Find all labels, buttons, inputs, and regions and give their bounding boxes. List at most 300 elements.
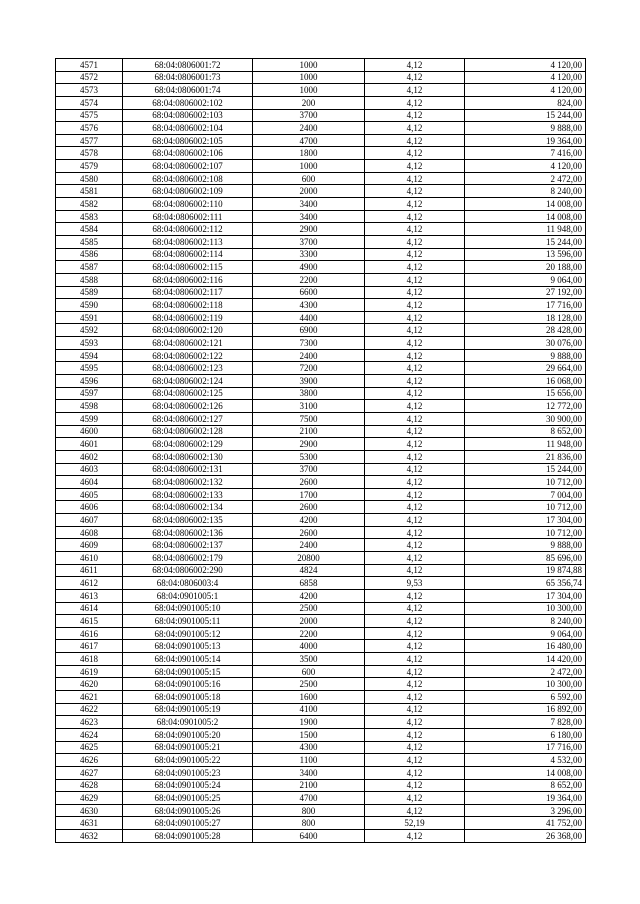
rate-cell: 4,12 bbox=[365, 273, 465, 286]
area-cell: 4200 bbox=[253, 589, 365, 602]
table-row bbox=[56, 589, 586, 602]
area-cell: 4700 bbox=[253, 134, 365, 147]
table-row bbox=[56, 640, 586, 653]
table-row bbox=[56, 286, 586, 299]
row-number-cell: 4594 bbox=[56, 349, 123, 362]
area-cell: 5300 bbox=[253, 450, 365, 463]
cadastral-number-cell: 68:04:0901005:28 bbox=[123, 830, 253, 843]
table-row bbox=[56, 109, 586, 122]
amount-cell: 10 712,00 bbox=[465, 526, 586, 539]
amount-cell: 14 420,00 bbox=[465, 653, 586, 666]
table-row bbox=[56, 375, 586, 388]
area-cell: 7200 bbox=[253, 362, 365, 375]
row-number-cell: 4578 bbox=[56, 147, 123, 160]
cadastral-number-cell: 68:04:0806002:118 bbox=[123, 299, 253, 312]
table-row bbox=[56, 96, 586, 109]
amount-cell: 30 900,00 bbox=[465, 412, 586, 425]
area-cell: 2200 bbox=[253, 627, 365, 640]
row-number-cell: 4611 bbox=[56, 564, 123, 577]
cadastral-number-cell: 68:04:0901005:20 bbox=[123, 728, 253, 741]
area-cell: 2400 bbox=[253, 349, 365, 362]
rate-cell: 4,12 bbox=[365, 223, 465, 236]
table-row bbox=[56, 577, 586, 590]
row-number-cell: 4593 bbox=[56, 337, 123, 350]
row-number-cell: 4630 bbox=[56, 804, 123, 817]
area-cell: 2600 bbox=[253, 476, 365, 489]
table-row bbox=[56, 450, 586, 463]
area-cell: 6400 bbox=[253, 830, 365, 843]
table-row bbox=[56, 526, 586, 539]
table-row bbox=[56, 172, 586, 185]
row-number-cell: 4632 bbox=[56, 830, 123, 843]
table-row bbox=[56, 425, 586, 438]
table-row bbox=[56, 551, 586, 564]
area-cell: 4200 bbox=[253, 514, 365, 527]
area-cell: 7300 bbox=[253, 337, 365, 350]
cadastral-number-cell: 68:04:0806002:105 bbox=[123, 134, 253, 147]
cadastral-number-cell: 68:04:0806002:117 bbox=[123, 286, 253, 299]
amount-cell: 9 888,00 bbox=[465, 122, 586, 135]
amount-cell: 28 428,00 bbox=[465, 324, 586, 337]
table-row bbox=[56, 438, 586, 451]
cadastral-number-cell: 68:04:0901005:11 bbox=[123, 615, 253, 628]
area-cell: 600 bbox=[253, 665, 365, 678]
cadastral-number-cell: 68:04:0806001:73 bbox=[123, 71, 253, 84]
rate-cell: 4,12 bbox=[365, 387, 465, 400]
rate-cell: 4,12 bbox=[365, 779, 465, 792]
rate-cell: 9,53 bbox=[365, 577, 465, 590]
amount-cell: 11 948,00 bbox=[465, 223, 586, 236]
table-row bbox=[56, 412, 586, 425]
table-row bbox=[56, 324, 586, 337]
area-cell: 4300 bbox=[253, 299, 365, 312]
area-cell: 4400 bbox=[253, 311, 365, 324]
area-cell: 3800 bbox=[253, 387, 365, 400]
row-number-cell: 4616 bbox=[56, 627, 123, 640]
cadastral-number-cell: 68:04:0806002:133 bbox=[123, 488, 253, 501]
area-cell: 1700 bbox=[253, 488, 365, 501]
cadastral-number-cell: 68:04:0806002:136 bbox=[123, 526, 253, 539]
rate-cell: 4,12 bbox=[365, 615, 465, 628]
row-number-cell: 4621 bbox=[56, 691, 123, 704]
row-number-cell: 4605 bbox=[56, 488, 123, 501]
row-number-cell: 4572 bbox=[56, 71, 123, 84]
row-number-cell: 4595 bbox=[56, 362, 123, 375]
row-number-cell: 4596 bbox=[56, 375, 123, 388]
cadastral-number-cell: 68:04:0806002:103 bbox=[123, 109, 253, 122]
area-cell: 6600 bbox=[253, 286, 365, 299]
row-number-cell: 4601 bbox=[56, 438, 123, 451]
amount-cell: 14 008,00 bbox=[465, 766, 586, 779]
cadastral-number-cell: 68:04:0901005:14 bbox=[123, 653, 253, 666]
cadastral-number-cell: 68:04:0806002:114 bbox=[123, 248, 253, 261]
cadastral-number-cell: 68:04:0806002:107 bbox=[123, 160, 253, 173]
land-plot-table bbox=[55, 58, 586, 843]
cadastral-number-cell: 68:04:0901005:23 bbox=[123, 766, 253, 779]
rate-cell: 4,12 bbox=[365, 337, 465, 350]
rate-cell: 4,12 bbox=[365, 299, 465, 312]
table-row bbox=[56, 337, 586, 350]
table-body bbox=[56, 59, 586, 843]
rate-cell: 4,12 bbox=[365, 716, 465, 729]
amount-cell: 10 300,00 bbox=[465, 678, 586, 691]
cadastral-number-cell: 68:04:0806002:111 bbox=[123, 210, 253, 223]
rate-cell: 4,12 bbox=[365, 754, 465, 767]
rate-cell: 4,12 bbox=[365, 640, 465, 653]
row-number-cell: 4607 bbox=[56, 514, 123, 527]
cadastral-number-cell: 68:04:0806002:132 bbox=[123, 476, 253, 489]
amount-cell: 7 004,00 bbox=[465, 488, 586, 501]
amount-cell: 6 180,00 bbox=[465, 728, 586, 741]
area-cell: 1000 bbox=[253, 59, 365, 72]
cadastral-number-cell: 68:04:0806002:129 bbox=[123, 438, 253, 451]
area-cell: 2500 bbox=[253, 678, 365, 691]
area-cell: 3700 bbox=[253, 235, 365, 248]
amount-cell: 17 716,00 bbox=[465, 741, 586, 754]
row-number-cell: 4582 bbox=[56, 198, 123, 211]
rate-cell: 4,12 bbox=[365, 109, 465, 122]
row-number-cell: 4588 bbox=[56, 273, 123, 286]
rate-cell: 4,12 bbox=[365, 627, 465, 640]
row-number-cell: 4599 bbox=[56, 412, 123, 425]
table-row bbox=[56, 362, 586, 375]
area-cell: 1100 bbox=[253, 754, 365, 767]
amount-cell: 85 696,00 bbox=[465, 551, 586, 564]
area-cell: 2000 bbox=[253, 185, 365, 198]
cadastral-number-cell: 68:04:0806002:108 bbox=[123, 172, 253, 185]
row-number-cell: 4631 bbox=[56, 817, 123, 830]
cadastral-number-cell: 68:04:0901005:13 bbox=[123, 640, 253, 653]
table-row bbox=[56, 627, 586, 640]
table-row bbox=[56, 792, 586, 805]
amount-cell: 18 128,00 bbox=[465, 311, 586, 324]
rate-cell: 4,12 bbox=[365, 514, 465, 527]
rate-cell: 4,12 bbox=[365, 792, 465, 805]
amount-cell: 20 188,00 bbox=[465, 261, 586, 274]
cadastral-number-cell: 68:04:0806001:72 bbox=[123, 59, 253, 72]
cadastral-number-cell: 68:04:0901005:26 bbox=[123, 804, 253, 817]
amount-cell: 10 300,00 bbox=[465, 602, 586, 615]
cadastral-number-cell: 68:04:0806002:113 bbox=[123, 235, 253, 248]
area-cell: 3900 bbox=[253, 375, 365, 388]
amount-cell: 4 120,00 bbox=[465, 71, 586, 84]
amount-cell: 21 836,00 bbox=[465, 450, 586, 463]
rate-cell: 4,12 bbox=[365, 539, 465, 552]
table-row bbox=[56, 122, 586, 135]
cadastral-number-cell: 68:04:0806002:137 bbox=[123, 539, 253, 552]
table-row bbox=[56, 501, 586, 514]
table-row bbox=[56, 615, 586, 628]
row-number-cell: 4609 bbox=[56, 539, 123, 552]
amount-cell: 2 472,00 bbox=[465, 665, 586, 678]
area-cell: 3700 bbox=[253, 109, 365, 122]
row-number-cell: 4592 bbox=[56, 324, 123, 337]
area-cell: 800 bbox=[253, 804, 365, 817]
row-number-cell: 4586 bbox=[56, 248, 123, 261]
row-number-cell: 4591 bbox=[56, 311, 123, 324]
area-cell: 1000 bbox=[253, 84, 365, 97]
rate-cell: 4,12 bbox=[365, 830, 465, 843]
cadastral-number-cell: 68:04:0901005:12 bbox=[123, 627, 253, 640]
area-cell: 7500 bbox=[253, 412, 365, 425]
cadastral-number-cell: 68:04:0806002:128 bbox=[123, 425, 253, 438]
rate-cell: 4,12 bbox=[365, 210, 465, 223]
rate-cell: 4,12 bbox=[365, 96, 465, 109]
rate-cell: 4,12 bbox=[365, 59, 465, 72]
amount-cell: 15 656,00 bbox=[465, 387, 586, 400]
area-cell: 2100 bbox=[253, 779, 365, 792]
cadastral-number-cell: 68:04:0806002:115 bbox=[123, 261, 253, 274]
table-row bbox=[56, 830, 586, 843]
area-cell: 2600 bbox=[253, 501, 365, 514]
table-row bbox=[56, 273, 586, 286]
table-row bbox=[56, 766, 586, 779]
area-cell: 3100 bbox=[253, 400, 365, 413]
cadastral-number-cell: 68:04:0806002:122 bbox=[123, 349, 253, 362]
area-cell: 3400 bbox=[253, 210, 365, 223]
area-cell: 1600 bbox=[253, 691, 365, 704]
amount-cell: 26 368,00 bbox=[465, 830, 586, 843]
row-number-cell: 4590 bbox=[56, 299, 123, 312]
area-cell: 3500 bbox=[253, 653, 365, 666]
rate-cell: 4,12 bbox=[365, 324, 465, 337]
amount-cell: 4 120,00 bbox=[465, 84, 586, 97]
rate-cell: 4,12 bbox=[365, 71, 465, 84]
row-number-cell: 4597 bbox=[56, 387, 123, 400]
amount-cell: 16 068,00 bbox=[465, 375, 586, 388]
amount-cell: 17 304,00 bbox=[465, 589, 586, 602]
amount-cell: 8 240,00 bbox=[465, 185, 586, 198]
cadastral-number-cell: 68:04:0806002:121 bbox=[123, 337, 253, 350]
amount-cell: 16 480,00 bbox=[465, 640, 586, 653]
rate-cell: 4,12 bbox=[365, 261, 465, 274]
area-cell: 2900 bbox=[253, 438, 365, 451]
amount-cell: 4 120,00 bbox=[465, 59, 586, 72]
row-number-cell: 4628 bbox=[56, 779, 123, 792]
amount-cell: 19 364,00 bbox=[465, 134, 586, 147]
area-cell: 3300 bbox=[253, 248, 365, 261]
cadastral-number-cell: 68:04:0901005:25 bbox=[123, 792, 253, 805]
rate-cell: 4,12 bbox=[365, 84, 465, 97]
row-number-cell: 4603 bbox=[56, 463, 123, 476]
amount-cell: 13 596,00 bbox=[465, 248, 586, 261]
amount-cell: 824,00 bbox=[465, 96, 586, 109]
area-cell: 2900 bbox=[253, 223, 365, 236]
cadastral-number-cell: 68:04:0806002:116 bbox=[123, 273, 253, 286]
rate-cell: 4,12 bbox=[365, 185, 465, 198]
row-number-cell: 4610 bbox=[56, 551, 123, 564]
cadastral-number-cell: 68:04:0901005:22 bbox=[123, 754, 253, 767]
cadastral-number-cell: 68:04:0901005:19 bbox=[123, 703, 253, 716]
table-row bbox=[56, 564, 586, 577]
amount-cell: 12 772,00 bbox=[465, 400, 586, 413]
cadastral-number-cell: 68:04:0806002:102 bbox=[123, 96, 253, 109]
amount-cell: 17 304,00 bbox=[465, 514, 586, 527]
rate-cell: 4,12 bbox=[365, 172, 465, 185]
cadastral-number-cell: 68:04:0806002:134 bbox=[123, 501, 253, 514]
rate-cell: 4,12 bbox=[365, 286, 465, 299]
table-row bbox=[56, 400, 586, 413]
row-number-cell: 4612 bbox=[56, 577, 123, 590]
row-number-cell: 4583 bbox=[56, 210, 123, 223]
cadastral-number-cell: 68:04:0806002:127 bbox=[123, 412, 253, 425]
row-number-cell: 4626 bbox=[56, 754, 123, 767]
row-number-cell: 4574 bbox=[56, 96, 123, 109]
rate-cell: 4,12 bbox=[365, 551, 465, 564]
table-row bbox=[56, 248, 586, 261]
amount-cell: 16 892,00 bbox=[465, 703, 586, 716]
table-row bbox=[56, 716, 586, 729]
cadastral-number-cell: 68:04:0901005:18 bbox=[123, 691, 253, 704]
cadastral-number-cell: 68:04:0806002:179 bbox=[123, 551, 253, 564]
cadastral-number-cell: 68:04:0901005:2 bbox=[123, 716, 253, 729]
rate-cell: 4,12 bbox=[365, 691, 465, 704]
rate-cell: 4,12 bbox=[365, 476, 465, 489]
area-cell: 1000 bbox=[253, 71, 365, 84]
area-cell: 4000 bbox=[253, 640, 365, 653]
table-row bbox=[56, 602, 586, 615]
row-number-cell: 4584 bbox=[56, 223, 123, 236]
rate-cell: 4,12 bbox=[365, 564, 465, 577]
row-number-cell: 4589 bbox=[56, 286, 123, 299]
table-row bbox=[56, 779, 586, 792]
area-cell: 4900 bbox=[253, 261, 365, 274]
table-row bbox=[56, 311, 586, 324]
amount-cell: 27 192,00 bbox=[465, 286, 586, 299]
amount-cell: 9 064,00 bbox=[465, 273, 586, 286]
area-cell: 2600 bbox=[253, 526, 365, 539]
table-row bbox=[56, 299, 586, 312]
amount-cell: 8 652,00 bbox=[465, 425, 586, 438]
row-number-cell: 4620 bbox=[56, 678, 123, 691]
table-row bbox=[56, 134, 586, 147]
rate-cell: 4,12 bbox=[365, 160, 465, 173]
rate-cell: 4,12 bbox=[365, 425, 465, 438]
cadastral-number-cell: 68:04:0806002:126 bbox=[123, 400, 253, 413]
table-row bbox=[56, 703, 586, 716]
table-row bbox=[56, 665, 586, 678]
table-row bbox=[56, 539, 586, 552]
rate-cell: 4,12 bbox=[365, 488, 465, 501]
amount-cell: 10 712,00 bbox=[465, 476, 586, 489]
rate-cell: 4,12 bbox=[365, 526, 465, 539]
area-cell: 3400 bbox=[253, 198, 365, 211]
area-cell: 2500 bbox=[253, 602, 365, 615]
row-number-cell: 4579 bbox=[56, 160, 123, 173]
row-number-cell: 4606 bbox=[56, 501, 123, 514]
rate-cell: 4,12 bbox=[365, 602, 465, 615]
amount-cell: 3 296,00 bbox=[465, 804, 586, 817]
amount-cell: 41 752,00 bbox=[465, 817, 586, 830]
rate-cell: 4,12 bbox=[365, 589, 465, 602]
cadastral-number-cell: 68:04:0901005:15 bbox=[123, 665, 253, 678]
table-row bbox=[56, 476, 586, 489]
amount-cell: 7 416,00 bbox=[465, 147, 586, 160]
row-number-cell: 4618 bbox=[56, 653, 123, 666]
rate-cell: 4,12 bbox=[365, 400, 465, 413]
row-number-cell: 4614 bbox=[56, 602, 123, 615]
row-number-cell: 4576 bbox=[56, 122, 123, 135]
area-cell: 4300 bbox=[253, 741, 365, 754]
document-page bbox=[55, 58, 585, 843]
area-cell: 2000 bbox=[253, 615, 365, 628]
rate-cell: 4,12 bbox=[365, 147, 465, 160]
cadastral-number-cell: 68:04:0806002:109 bbox=[123, 185, 253, 198]
area-cell: 1000 bbox=[253, 160, 365, 173]
amount-cell: 19 874,88 bbox=[465, 564, 586, 577]
rate-cell: 4,12 bbox=[365, 122, 465, 135]
rate-cell: 4,12 bbox=[365, 501, 465, 514]
row-number-cell: 4581 bbox=[56, 185, 123, 198]
area-cell: 4100 bbox=[253, 703, 365, 716]
cadastral-number-cell: 68:04:0901005:16 bbox=[123, 678, 253, 691]
table-row bbox=[56, 678, 586, 691]
row-number-cell: 4617 bbox=[56, 640, 123, 653]
row-number-cell: 4619 bbox=[56, 665, 123, 678]
row-number-cell: 4575 bbox=[56, 109, 123, 122]
table-row bbox=[56, 71, 586, 84]
rate-cell: 4,12 bbox=[365, 766, 465, 779]
cadastral-number-cell: 68:04:0806002:125 bbox=[123, 387, 253, 400]
area-cell: 6858 bbox=[253, 577, 365, 590]
rate-cell: 4,12 bbox=[365, 375, 465, 388]
table-row bbox=[56, 728, 586, 741]
table-row bbox=[56, 804, 586, 817]
rate-cell: 4,12 bbox=[365, 198, 465, 211]
area-cell: 2100 bbox=[253, 425, 365, 438]
rate-cell: 4,12 bbox=[365, 665, 465, 678]
rate-cell: 4,12 bbox=[365, 450, 465, 463]
cadastral-number-cell: 68:04:0806002:130 bbox=[123, 450, 253, 463]
cadastral-number-cell: 68:04:0901005:10 bbox=[123, 602, 253, 615]
table-row bbox=[56, 147, 586, 160]
row-number-cell: 4604 bbox=[56, 476, 123, 489]
amount-cell: 8 652,00 bbox=[465, 779, 586, 792]
row-number-cell: 4622 bbox=[56, 703, 123, 716]
cadastral-number-cell: 68:04:0901005:27 bbox=[123, 817, 253, 830]
amount-cell: 30 076,00 bbox=[465, 337, 586, 350]
row-number-cell: 4608 bbox=[56, 526, 123, 539]
amount-cell: 8 240,00 bbox=[465, 615, 586, 628]
cadastral-number-cell: 68:04:0806002:131 bbox=[123, 463, 253, 476]
rate-cell: 4,12 bbox=[365, 362, 465, 375]
row-number-cell: 4577 bbox=[56, 134, 123, 147]
cadastral-number-cell: 68:04:0806002:106 bbox=[123, 147, 253, 160]
cadastral-number-cell: 68:04:0901005:24 bbox=[123, 779, 253, 792]
table-row bbox=[56, 235, 586, 248]
row-number-cell: 4629 bbox=[56, 792, 123, 805]
table-row bbox=[56, 223, 586, 236]
area-cell: 1800 bbox=[253, 147, 365, 160]
table-row bbox=[56, 349, 586, 362]
row-number-cell: 4573 bbox=[56, 84, 123, 97]
cadastral-number-cell: 68:04:0806002:119 bbox=[123, 311, 253, 324]
rate-cell: 4,12 bbox=[365, 728, 465, 741]
table-row bbox=[56, 488, 586, 501]
cadastral-number-cell: 68:04:0901005:21 bbox=[123, 741, 253, 754]
area-cell: 4824 bbox=[253, 564, 365, 577]
amount-cell: 2 472,00 bbox=[465, 172, 586, 185]
table-row bbox=[56, 387, 586, 400]
cadastral-number-cell: 68:04:0806002:110 bbox=[123, 198, 253, 211]
cadastral-number-cell: 68:04:0806002:135 bbox=[123, 514, 253, 527]
row-number-cell: 4587 bbox=[56, 261, 123, 274]
amount-cell: 11 948,00 bbox=[465, 438, 586, 451]
area-cell: 2400 bbox=[253, 122, 365, 135]
table-row bbox=[56, 160, 586, 173]
cadastral-number-cell: 68:04:0806002:290 bbox=[123, 564, 253, 577]
area-cell: 6900 bbox=[253, 324, 365, 337]
